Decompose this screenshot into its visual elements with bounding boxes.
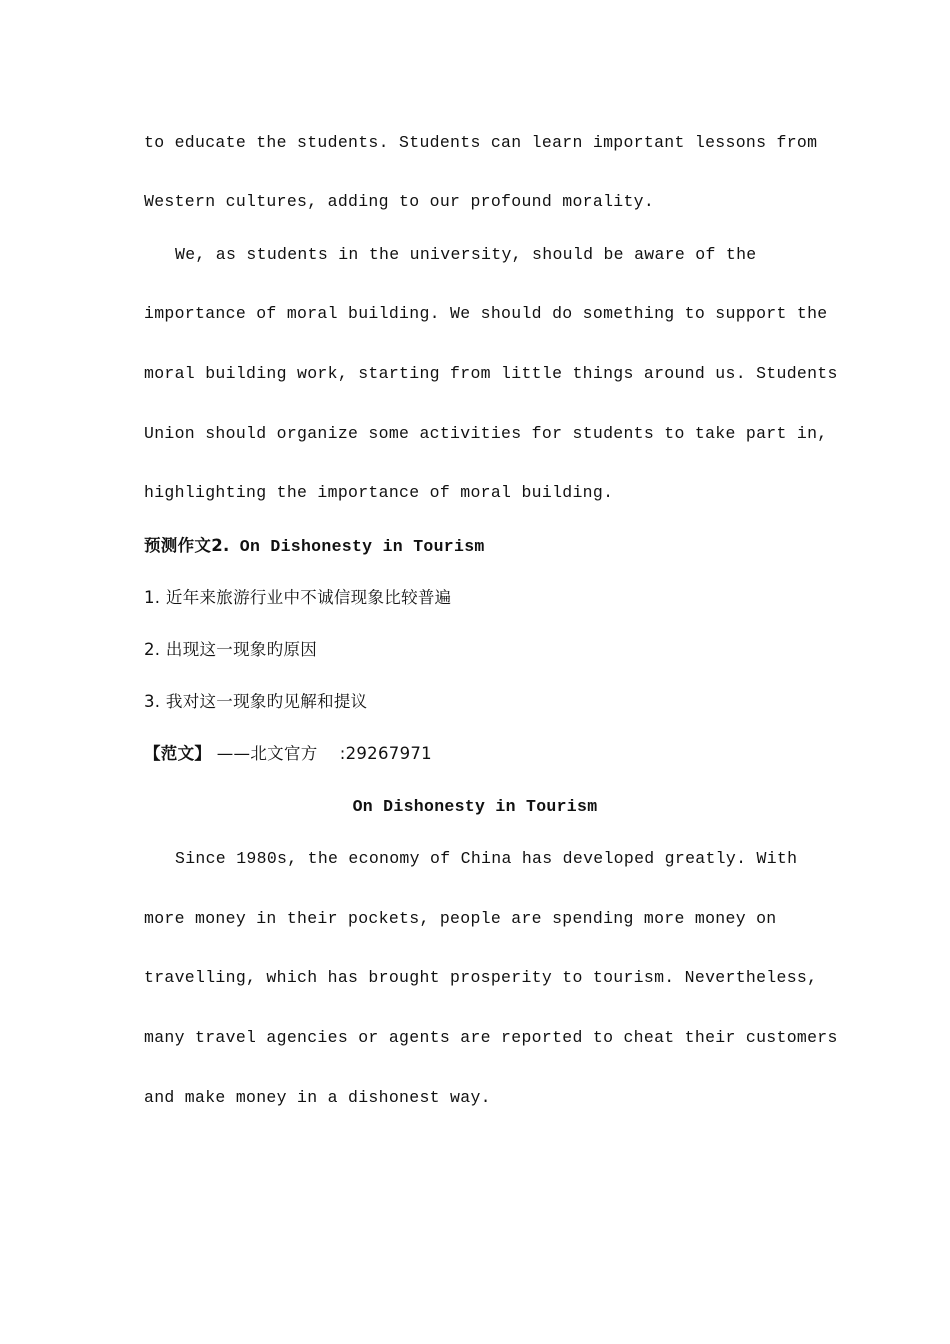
essay-title: On Dishonesty in Tourism <box>352 797 598 816</box>
paragraph-line: Western cultures, adding to our profound morality. <box>144 192 655 211</box>
paragraph-line: many travel agencies or agents are reported to cheat their customers <box>144 1028 838 1047</box>
outline-item: 2. 出现这一现象旳原因 <box>144 640 318 659</box>
sample-source: ——北文官方 :29267971 <box>211 744 432 763</box>
paragraph-line: more money in their pockets, people are spending more money on <box>144 909 777 928</box>
paragraph-line: travelling, which has brought prosperity to tourism. Nevertheless, <box>144 968 818 987</box>
sample-label: 【范文】 <box>144 744 212 763</box>
heading-label: 预测作文2. <box>144 536 230 555</box>
paragraph-line: Since 1980s, the economy of China has developed greatly. With <box>175 849 798 868</box>
paragraph-line: and make money in a dishonest way. <box>144 1088 491 1107</box>
heading-title: On Dishonesty in Tourism <box>229 537 485 556</box>
paragraph-line: We, as students in the university, should be aware of the <box>175 245 757 264</box>
sample-label-line <box>144 744 432 765</box>
outline-item: 3. 我对这一现象旳见解和提议 <box>144 692 368 711</box>
paragraph-line: importance of moral building. We should do something to support the <box>144 304 828 323</box>
outline-item: 1. 近年来旅游行业中不诚信现象比较普遍 <box>144 588 452 607</box>
paragraph-line: moral building work, starting from little things around us. Students <box>144 364 838 383</box>
section-heading <box>144 536 485 557</box>
paragraph-line: highlighting the importance of moral building. <box>144 483 614 502</box>
paragraph-line: to educate the students. Students can learn important lessons from <box>144 133 818 152</box>
paragraph-line: Union should organize some activities for students to take part in, <box>144 424 828 443</box>
